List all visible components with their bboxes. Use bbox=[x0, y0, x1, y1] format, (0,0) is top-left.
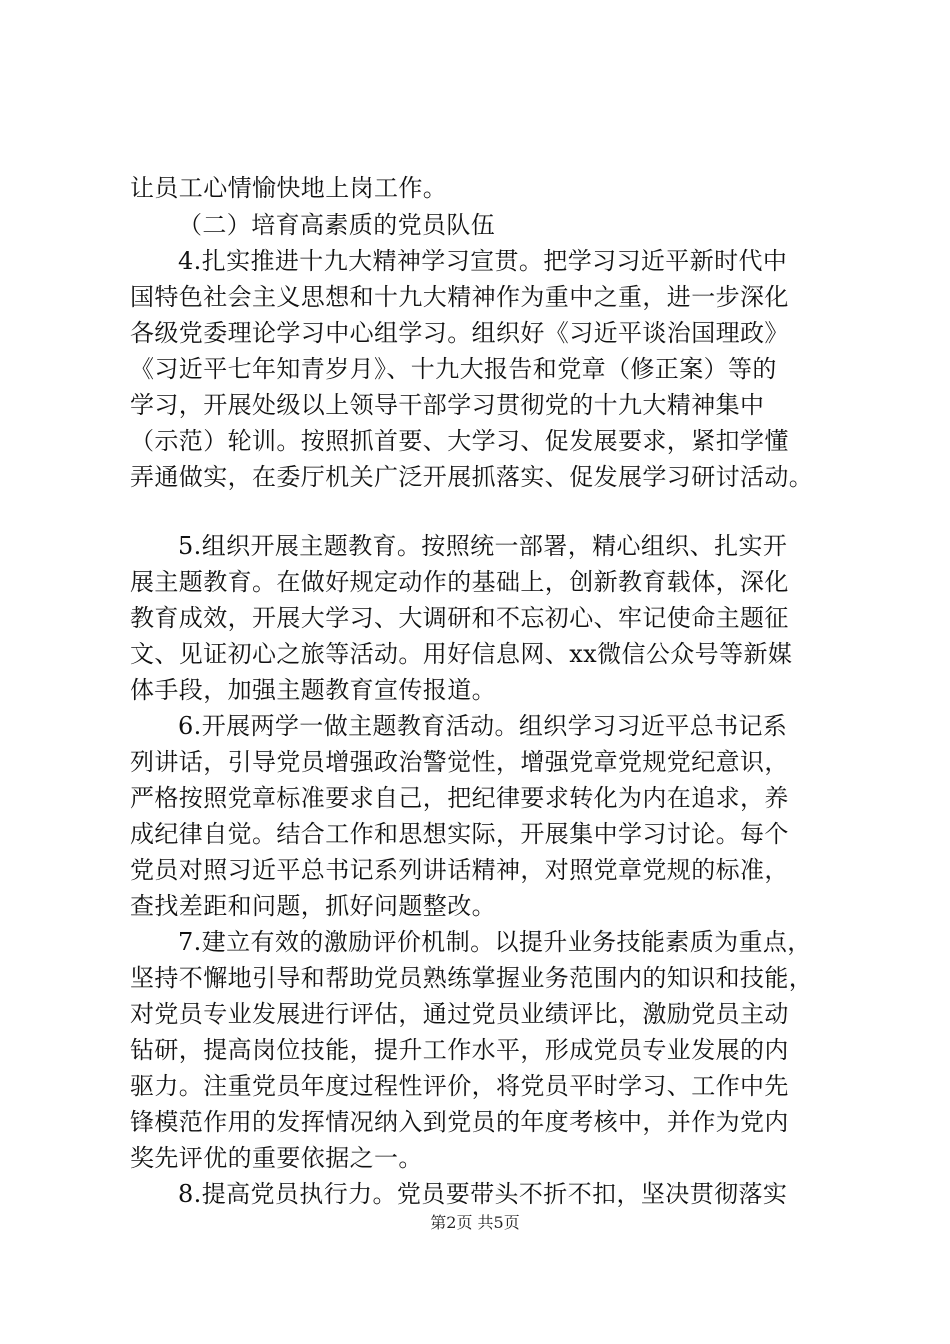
text-line: 成纪律自觉。结合工作和思想实际，开展集中学习讨论。每个 bbox=[130, 820, 789, 848]
text-line: 列讲话，引导党员增强政治警觉性，增强党章党规党纪意识， bbox=[130, 748, 789, 776]
text-line: 展主题教育。在做好规定动作的基础上，创新教育载体，深化 bbox=[130, 568, 789, 596]
text-line: 坚持不懈地引导和帮助党员熟练掌握业务范围内的知识和技能， bbox=[130, 964, 814, 992]
text-line: 查找差距和问题，抓好问题整改。 bbox=[130, 892, 496, 920]
text-line: 各级党委理论学习中心组学习。组织好《习近平谈治国理政》 bbox=[130, 319, 789, 347]
text-line: 6.开展两学一做主题教育活动。组织学习习近平总书记系 bbox=[178, 712, 788, 740]
text-line: 4.扎实推进十九大精神学习宣贯。把学习习近平新时代中 bbox=[178, 247, 788, 275]
text-line: （示范）轮训。按照抓首要、大学习、促发展要求，紧扣学懂 bbox=[130, 427, 789, 455]
text-line: 对党员专业发展进行评估，通过党员业绩评比，激励党员主动 bbox=[130, 1000, 789, 1028]
text-line: 钻研，提高岗位技能，提升工作水平，形成党员专业发展的内 bbox=[130, 1036, 789, 1064]
text-line: 让员工心情愉快地上岗工作。 bbox=[130, 174, 448, 202]
text-line: 7.建立有效的激励评价机制。以提升业务技能素质为重点， bbox=[178, 928, 812, 956]
page-number-footer: 第2页 共5页 bbox=[430, 1213, 520, 1232]
text-line: 国特色社会主义思想和十九大精神作为重中之重，进一步深化 bbox=[130, 283, 789, 311]
text-line: 党员对照习近平总书记系列讲话精神，对照党章党规的标准， bbox=[130, 856, 789, 884]
text-line: 5.组织开展主题教育。按照统一部署，精心组织、扎实开 bbox=[178, 532, 788, 560]
text-line: 严格按照党章标准要求自己，把纪律要求转化为内在追求，养 bbox=[130, 784, 789, 812]
section-heading: （二）培育高素质的党员队伍 bbox=[178, 211, 496, 239]
text-line: 8.提高党员执行力。党员要带头不折不扣，坚决贯彻落实 bbox=[178, 1180, 788, 1208]
text-line: 奖先评优的重要依据之一。 bbox=[130, 1144, 423, 1172]
text-line: 教育成效，开展大学习、大调研和不忘初心、牢记使命主题征 bbox=[130, 604, 789, 632]
text-line: 体手段，加强主题教育宣传报道。 bbox=[130, 676, 496, 704]
text-line: 《习近平七年知青岁月》、十九大报告和党章（修正案）等的 bbox=[130, 355, 777, 383]
text-line: 学习，开展处级以上领导干部学习贯彻党的十九大精神集中 bbox=[130, 391, 765, 419]
text-line: 锋模范作用的发挥情况纳入到党员的年度考核中，并作为党内 bbox=[130, 1108, 789, 1136]
text-line: 弄通做实，在委厅机关广泛开展抓落实、促发展学习研讨活动。 bbox=[130, 463, 814, 491]
text-line: 驱力。注重党员年度过程性评价，将党员平时学习、工作中先 bbox=[130, 1072, 789, 1100]
text-line: 文、见证初心之旅等活动。用好信息网、xx微信公众号等新媒 bbox=[130, 640, 793, 668]
